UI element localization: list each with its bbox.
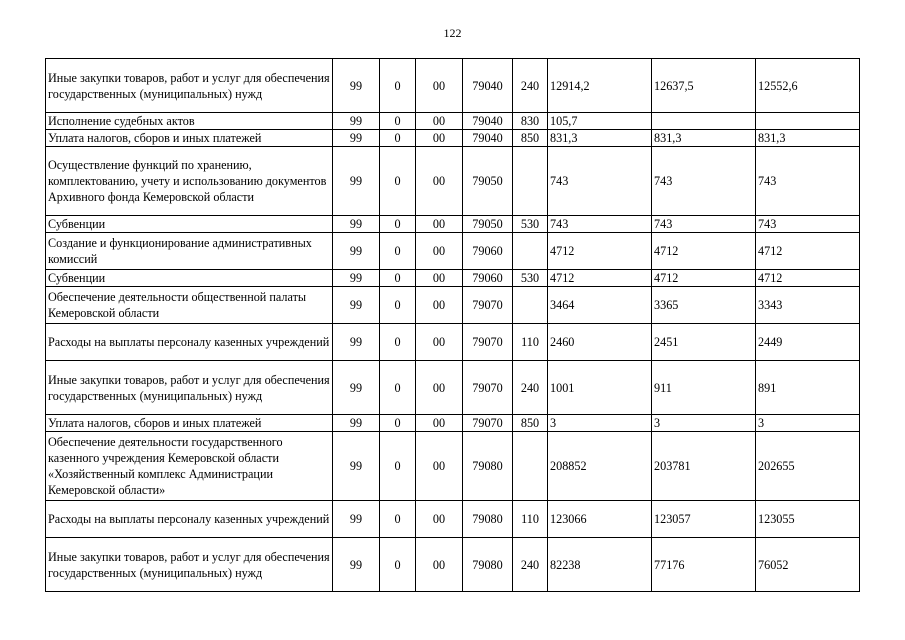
cell-amount-year-2: 123057 (652, 501, 756, 538)
cell-target-code: 79040 (463, 130, 513, 147)
cell-amount-year-2: 2451 (652, 324, 756, 361)
cell-description: Иные закупки товаров, работ и услуг для обеспечения государственных (муниципальных) нужд (46, 59, 333, 113)
cell-subsection: 0 (380, 432, 416, 501)
cell-group: 00 (416, 287, 463, 324)
cell-target-code: 79080 (463, 538, 513, 592)
cell-expense-type: 830 (513, 113, 548, 130)
cell-amount-year-1: 208852 (548, 432, 652, 501)
budget-table (45, 58, 860, 592)
cell-description: Иные закупки товаров, работ и услуг для обеспечения государственных (муниципальных) нужд (46, 538, 333, 592)
table-row (46, 324, 860, 361)
cell-subsection: 0 (380, 216, 416, 233)
cell-amount-year-2: 3 (652, 415, 756, 432)
cell-amount-year-2: 203781 (652, 432, 756, 501)
cell-expense-type: 240 (513, 538, 548, 592)
cell-target-code: 79080 (463, 432, 513, 501)
cell-amount-year-3: 202655 (756, 432, 860, 501)
cell-amount-year-2: 77176 (652, 538, 756, 592)
cell-target-code: 79070 (463, 415, 513, 432)
cell-section: 99 (333, 287, 380, 324)
cell-amount-year-1: 3464 (548, 287, 652, 324)
table-row (46, 501, 860, 538)
cell-section: 99 (333, 147, 380, 216)
cell-target-code: 79040 (463, 113, 513, 130)
cell-section: 99 (333, 59, 380, 113)
cell-subsection: 0 (380, 501, 416, 538)
cell-expense-type (513, 147, 548, 216)
cell-section: 99 (333, 501, 380, 538)
cell-amount-year-3: 743 (756, 147, 860, 216)
cell-target-code: 79070 (463, 287, 513, 324)
table-row (46, 270, 860, 287)
cell-section: 99 (333, 432, 380, 501)
cell-subsection: 0 (380, 361, 416, 415)
cell-amount-year-3: 743 (756, 216, 860, 233)
cell-description: Субвенции (46, 270, 333, 287)
cell-amount-year-2: 12637,5 (652, 59, 756, 113)
cell-subsection: 0 (380, 113, 416, 130)
cell-subsection: 0 (380, 147, 416, 216)
cell-target-code: 79060 (463, 233, 513, 270)
cell-expense-type: 850 (513, 415, 548, 432)
cell-amount-year-3: 123055 (756, 501, 860, 538)
cell-amount-year-3: 831,3 (756, 130, 860, 147)
cell-subsection: 0 (380, 270, 416, 287)
cell-target-code: 79040 (463, 59, 513, 113)
cell-group: 00 (416, 59, 463, 113)
cell-amount-year-2: 3365 (652, 287, 756, 324)
cell-expense-type: 240 (513, 361, 548, 415)
cell-group: 00 (416, 233, 463, 270)
cell-group: 00 (416, 270, 463, 287)
table-row (46, 147, 860, 216)
cell-amount-year-2: 4712 (652, 270, 756, 287)
cell-amount-year-1: 105,7 (548, 113, 652, 130)
table-body (46, 59, 860, 592)
cell-expense-type: 110 (513, 501, 548, 538)
cell-group: 00 (416, 216, 463, 233)
table-row (46, 432, 860, 501)
cell-amount-year-2 (652, 113, 756, 130)
cell-description: Уплата налогов, сборов и иных платежей (46, 415, 333, 432)
cell-target-code: 79060 (463, 270, 513, 287)
cell-amount-year-2: 831,3 (652, 130, 756, 147)
cell-subsection: 0 (380, 538, 416, 592)
cell-subsection: 0 (380, 287, 416, 324)
cell-subsection: 0 (380, 233, 416, 270)
cell-amount-year-1: 3 (548, 415, 652, 432)
cell-amount-year-3: 891 (756, 361, 860, 415)
cell-section: 99 (333, 130, 380, 147)
table-row (46, 216, 860, 233)
cell-amount-year-3: 2449 (756, 324, 860, 361)
cell-group: 00 (416, 130, 463, 147)
cell-amount-year-1: 1001 (548, 361, 652, 415)
cell-description: Уплата налогов, сборов и иных платежей (46, 130, 333, 147)
cell-description: Иные закупки товаров, работ и услуг для обеспечения государственных (муниципальных) нужд (46, 361, 333, 415)
cell-amount-year-2: 911 (652, 361, 756, 415)
cell-expense-type: 530 (513, 216, 548, 233)
cell-amount-year-1: 2460 (548, 324, 652, 361)
cell-group: 00 (416, 113, 463, 130)
table-row (46, 113, 860, 130)
cell-amount-year-1: 123066 (548, 501, 652, 538)
cell-expense-type (513, 287, 548, 324)
table-row (46, 287, 860, 324)
cell-section: 99 (333, 415, 380, 432)
cell-target-code: 79070 (463, 324, 513, 361)
cell-amount-year-3: 3 (756, 415, 860, 432)
cell-group: 00 (416, 538, 463, 592)
cell-group: 00 (416, 501, 463, 538)
page-number: 122 (443, 26, 462, 40)
cell-amount-year-3 (756, 113, 860, 130)
cell-group: 00 (416, 415, 463, 432)
cell-target-code: 79050 (463, 147, 513, 216)
cell-amount-year-3: 76052 (756, 538, 860, 592)
cell-description: Обеспечение деятельности общественной палаты Кемеровской области (46, 287, 333, 324)
cell-amount-year-1: 4712 (548, 233, 652, 270)
cell-amount-year-3: 3343 (756, 287, 860, 324)
cell-description: Расходы на выплаты персоналу казенных учреждений (46, 501, 333, 538)
cell-section: 99 (333, 270, 380, 287)
cell-group: 00 (416, 147, 463, 216)
cell-description: Исполнение судебных актов (46, 113, 333, 130)
cell-amount-year-1: 82238 (548, 538, 652, 592)
cell-amount-year-1: 743 (548, 147, 652, 216)
cell-amount-year-3: 12552,6 (756, 59, 860, 113)
table-row (46, 415, 860, 432)
cell-section: 99 (333, 216, 380, 233)
cell-expense-type (513, 432, 548, 501)
cell-amount-year-1: 743 (548, 216, 652, 233)
cell-expense-type (513, 233, 548, 270)
table-row (46, 59, 860, 113)
cell-subsection: 0 (380, 130, 416, 147)
cell-section: 99 (333, 538, 380, 592)
table-row (46, 361, 860, 415)
table-row (46, 538, 860, 592)
cell-description: Обеспечение деятельности государственного казенного учреждения Кемеровской области «Хозяйственный комплекс Администрации Кемеровской области» (46, 432, 333, 501)
cell-section: 99 (333, 324, 380, 361)
cell-subsection: 0 (380, 415, 416, 432)
cell-amount-year-2: 4712 (652, 233, 756, 270)
cell-amount-year-2: 743 (652, 216, 756, 233)
cell-section: 99 (333, 113, 380, 130)
cell-amount-year-1: 12914,2 (548, 59, 652, 113)
cell-subsection: 0 (380, 59, 416, 113)
table-row (46, 130, 860, 147)
cell-expense-type: 110 (513, 324, 548, 361)
cell-subsection: 0 (380, 324, 416, 361)
cell-description: Осуществление функций по хранению, комплектованию, учету и использованию документов Архивного фонда Кемеровской области (46, 147, 333, 216)
cell-expense-type: 240 (513, 59, 548, 113)
cell-target-code: 79080 (463, 501, 513, 538)
cell-amount-year-1: 831,3 (548, 130, 652, 147)
cell-section: 99 (333, 361, 380, 415)
cell-target-code: 79070 (463, 361, 513, 415)
cell-section: 99 (333, 233, 380, 270)
cell-target-code: 79050 (463, 216, 513, 233)
cell-amount-year-3: 4712 (756, 270, 860, 287)
cell-description: Субвенции (46, 216, 333, 233)
cell-amount-year-2: 743 (652, 147, 756, 216)
cell-expense-type: 530 (513, 270, 548, 287)
cell-description: Расходы на выплаты персоналу казенных учреждений (46, 324, 333, 361)
cell-group: 00 (416, 361, 463, 415)
cell-group: 00 (416, 324, 463, 361)
cell-description: Создание и функционирование административных комиссий (46, 233, 333, 270)
cell-group: 00 (416, 432, 463, 501)
cell-amount-year-3: 4712 (756, 233, 860, 270)
cell-expense-type: 850 (513, 130, 548, 147)
table-row (46, 233, 860, 270)
cell-amount-year-1: 4712 (548, 270, 652, 287)
